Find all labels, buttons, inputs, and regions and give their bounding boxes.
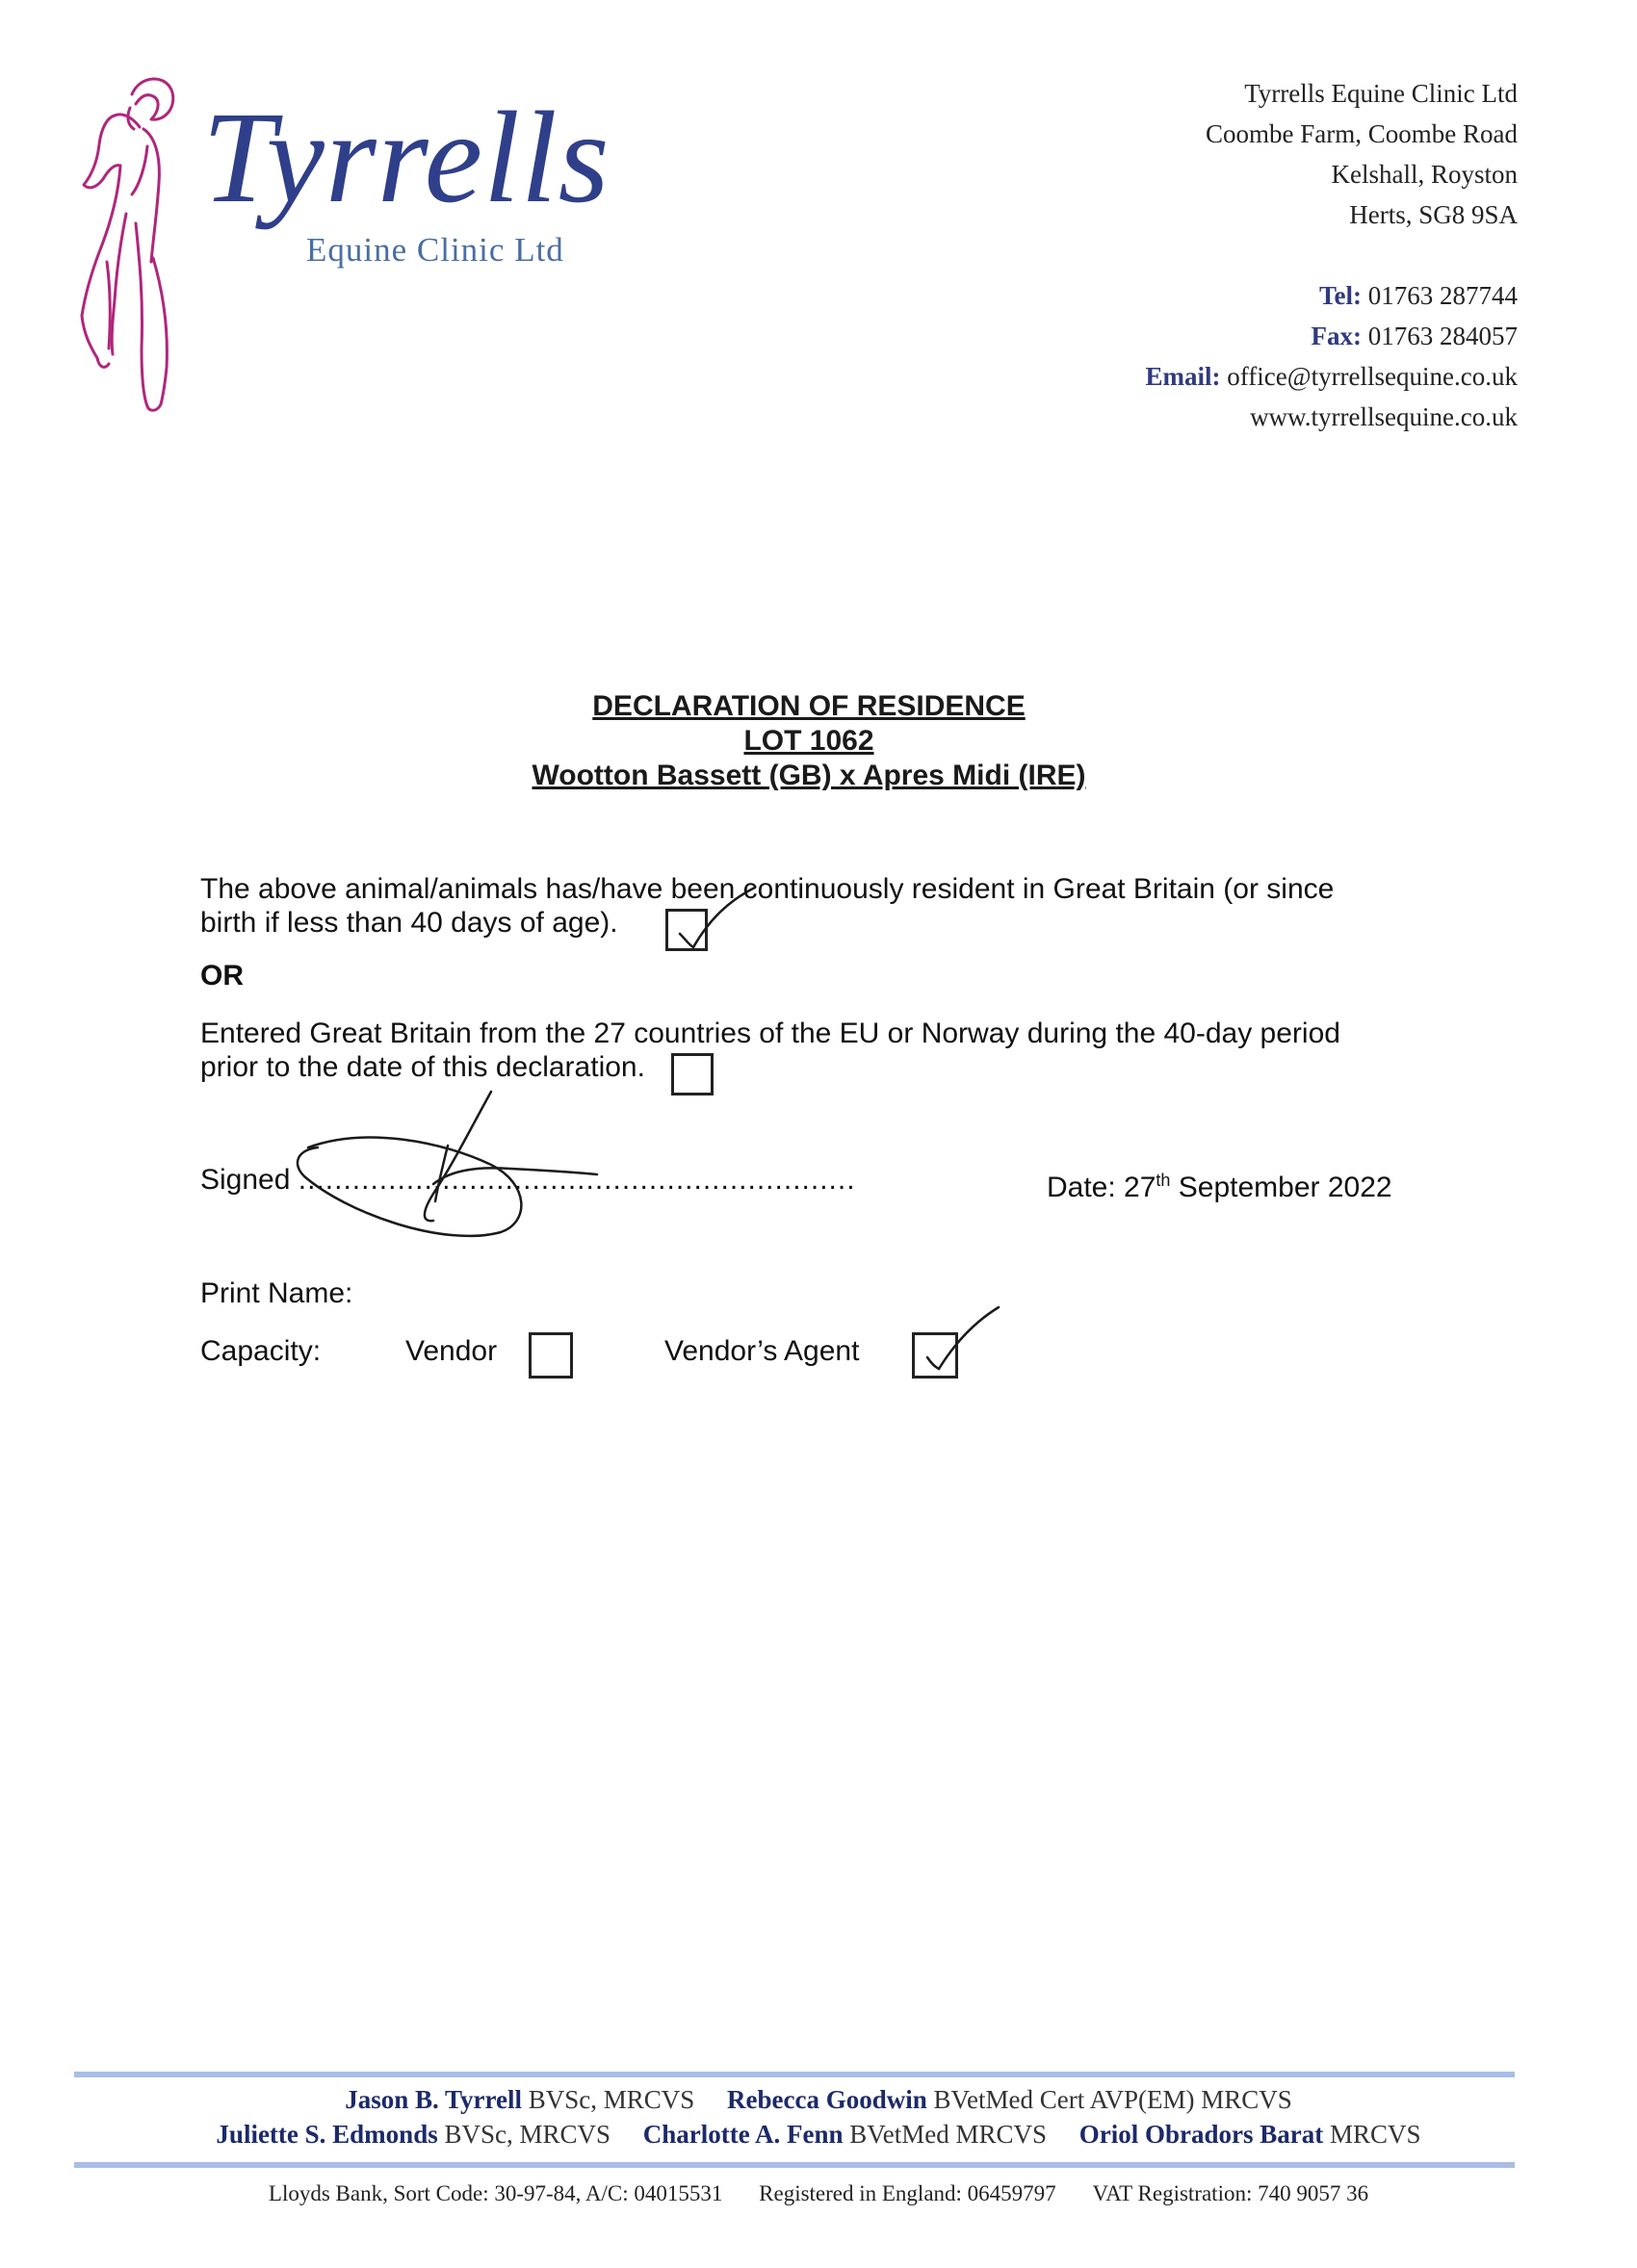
or-label: OR <box>200 960 244 992</box>
vendor-agent-checkbox[interactable] <box>912 1332 958 1379</box>
title-line-3: Wootton Bassett (GB) x Apres Midi (IRE) <box>532 760 1086 791</box>
email-value: office@tyrrellsequine.co.uk <box>1227 362 1518 391</box>
footer-vets-row-1 <box>0 2085 1637 2115</box>
fax-label: Fax: <box>1311 322 1362 350</box>
option2-text-line-1: Entered Great Britain from the 27 countries of the EU or Norway during the 40-day period <box>200 1018 1340 1049</box>
vat-registration: VAT Registration: 740 9057 36 <box>1092 2181 1369 2205</box>
option1-text-line-1: The above animal/animals has/have been continuously resident in Great Britain (or since <box>200 873 1335 905</box>
option1-text-line-2: birth if less than 40 days of age). <box>200 907 618 939</box>
company-registration: Registered in England: 06459797 <box>759 2181 1056 2205</box>
declaration-title <box>0 689 1618 793</box>
logo-subtitle: Equine Clinic Ltd <box>306 231 564 269</box>
address-line-3: Kelshall, Royston <box>1331 160 1518 189</box>
vet-quals: MRCVS <box>1330 2120 1421 2149</box>
footer-vets-row-2 <box>0 2120 1637 2150</box>
vet-quals: BVetMed MRCVS <box>849 2120 1048 2149</box>
horse-logo-icon <box>72 69 188 421</box>
email-label: Email: <box>1145 362 1221 391</box>
vendor-label: Vendor <box>405 1335 498 1367</box>
vet-name: Oriol Obradors Barat <box>1078 2120 1324 2149</box>
signature-mark <box>289 1088 607 1251</box>
telephone <box>901 275 1518 316</box>
footer-company-details <box>0 2181 1637 2206</box>
vendor-checkbox[interactable] <box>529 1332 573 1379</box>
vet-name: Rebecca Goodwin <box>727 2085 927 2114</box>
footer-rule-bottom <box>74 2162 1515 2168</box>
date-suffix: th <box>1156 1171 1171 1190</box>
address-block <box>901 73 1518 437</box>
vet-name: Juliette S. Edmonds <box>216 2120 438 2149</box>
vet-name: Jason B. Tyrrell <box>345 2085 522 2114</box>
date-value: September 2022 <box>1170 1172 1392 1203</box>
fax <box>901 316 1518 356</box>
logo-wordmark: Tyrrells <box>202 86 611 230</box>
vet-quals: BVSc, MRCVS <box>444 2120 611 2149</box>
title-line-1: DECLARATION OF RESIDENCE <box>592 690 1026 722</box>
vet-quals: BVSc, MRCVS <box>528 2085 695 2114</box>
option1-checkbox[interactable] <box>665 909 708 951</box>
address-line-4: Herts, SG8 9SA <box>1349 200 1518 229</box>
signature-dots: .............................................................. <box>298 1164 856 1196</box>
fax-value: 01763 284057 <box>1367 322 1518 350</box>
option2-checkbox[interactable] <box>671 1053 714 1095</box>
signed-label: Signed <box>200 1164 291 1196</box>
bank-details: Lloyds Bank, Sort Code: 30-97-84, A/C: 04015531 <box>268 2181 723 2205</box>
tel-value: 01763 287744 <box>1367 281 1518 310</box>
capacity-label: Capacity: <box>200 1335 322 1367</box>
date-label: Date: 27 <box>1047 1172 1156 1203</box>
address-line-2: Coombe Farm, Coombe Road <box>1206 119 1518 148</box>
email <box>901 356 1518 397</box>
vendor-agent-label: Vendor’s Agent <box>664 1335 860 1367</box>
tel-label: Tel: <box>1318 281 1362 310</box>
option2-text-line-2: prior to the date of this declaration. <box>200 1051 645 1083</box>
print-name-label: Print Name: <box>200 1277 353 1309</box>
vet-name: Charlotte A. Fenn <box>642 2120 844 2149</box>
address-line-1: Tyrrells Equine Clinic Ltd <box>1244 79 1518 108</box>
title-line-2: LOT 1062 <box>743 725 874 757</box>
vet-quals: BVetMed Cert AVP(EM) MRCVS <box>933 2085 1292 2114</box>
footer-rule-top <box>74 2072 1515 2077</box>
website: www.tyrrellsequine.co.uk <box>1250 402 1518 431</box>
date <box>1047 1163 1392 1205</box>
